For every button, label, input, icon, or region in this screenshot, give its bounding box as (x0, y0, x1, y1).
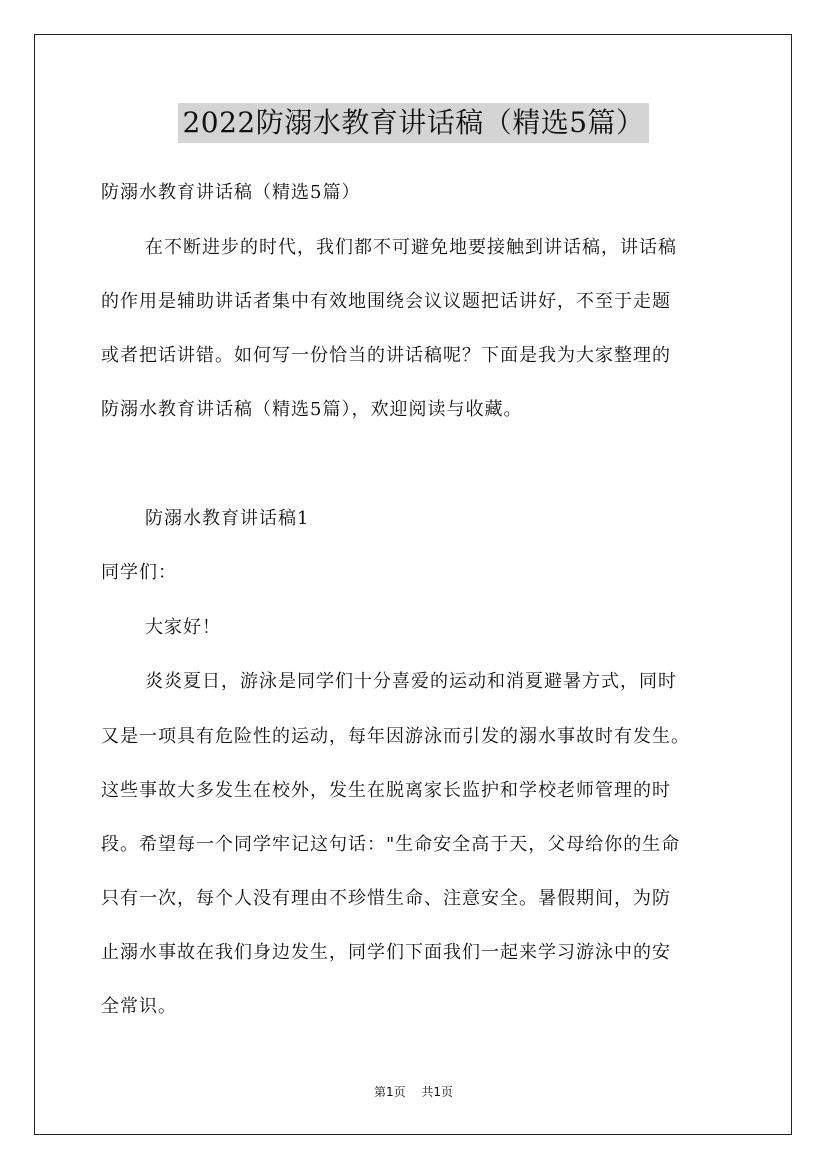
document-title: 2022防溺水教育讲话稿（精选5篇） (178, 103, 648, 143)
body-line-3: 这些事故大多发生在校外，发生在脱离家长监护和学校老师管理的时 (101, 780, 671, 801)
body-line-4: 段。希望每一个同学牢记这句话："生命安全高于天，父母给你的生命 (101, 834, 681, 855)
intro-line-2: 的作用是辅助讲话者集中有效地围绕会议议题把话讲好，不至于走题 (101, 291, 671, 312)
title-container (0, 103, 827, 143)
body-line-6: 止溺水事故在我们身边发生，同学们下面我们一起来学习游泳中的安 (101, 942, 671, 963)
salutation: 同学们： (101, 562, 177, 583)
greeting: 大家好！ (145, 617, 221, 638)
body-line-5: 只有一次，每个人没有理由不珍惜生命、注意安全。暑假期间，为防 (101, 888, 671, 909)
intro-line-4: 防溺水教育讲话稿（精选5篇），欢迎阅读与收藏。 (101, 399, 523, 420)
intro-line-3: 或者把话讲错。如何写一份恰当的讲话稿呢？下面是我为大家整理的 (101, 345, 671, 366)
body-line-1: 炎炎夏日，游泳是同学们十分喜爱的运动和消夏避暑方式，同时 (145, 671, 677, 692)
page-number: 第1页 (373, 1085, 406, 1099)
section-heading: 防溺水教育讲话稿1 (145, 508, 310, 529)
page-total: 共1页 (421, 1085, 454, 1099)
body-line-7: 全常识。 (101, 996, 177, 1017)
body-line-2: 又是一项具有危险性的运动，每年因游泳而引发的溺水事故时有发生。 (101, 726, 690, 747)
document-subtitle: 防溺水教育讲话稿（精选5篇） (101, 182, 361, 203)
page-footer (0, 1084, 827, 1100)
intro-line-1: 在不断进步的时代，我们都不可避免地要接触到讲话稿，讲话稿 (145, 237, 677, 258)
